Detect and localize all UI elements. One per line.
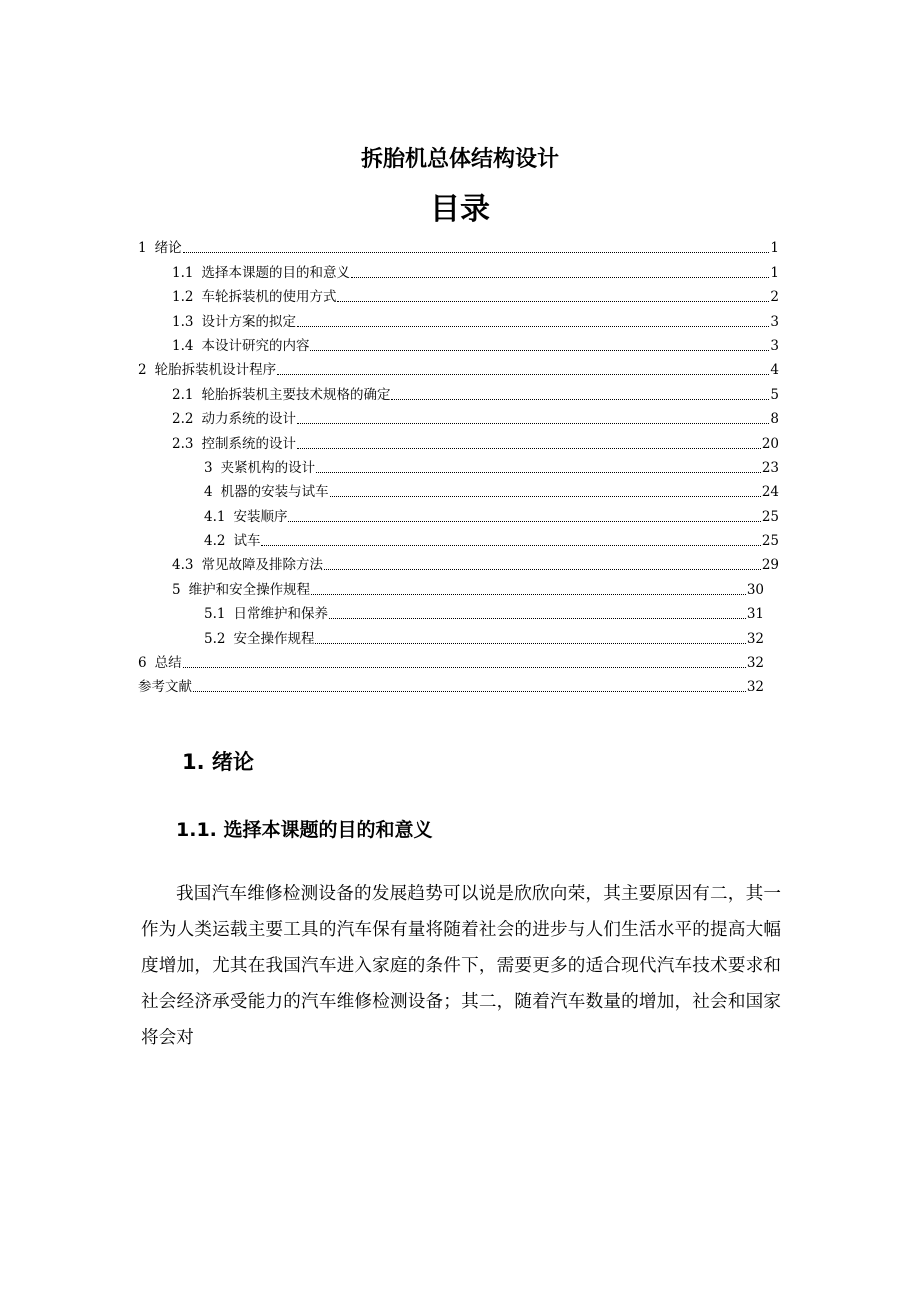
toc-entry-page: 25	[761, 508, 779, 525]
toc-entry-text: 设计方案的拟定	[201, 313, 296, 330]
toc-entry-text: 车轮拆装机的使用方式	[201, 289, 337, 306]
subsection-heading: 1.1. 选择本课题的目的和意义	[176, 819, 433, 841]
toc-entry-page: 20	[761, 435, 779, 452]
toc-leader	[351, 277, 769, 278]
section-heading: 1. 绪论	[182, 750, 254, 774]
toc-entry-text: 试车	[233, 533, 261, 550]
toc-entry-number: 4.1	[204, 508, 226, 525]
toc-entry-text: 安装顺序	[233, 508, 288, 525]
toc-entry-text: 常见故障及排除方法	[201, 557, 323, 574]
toc-entry[interactable]	[0, 526, 920, 550]
toc-entry-page: 4	[770, 362, 779, 379]
toc-leader	[288, 521, 760, 522]
toc-entry[interactable]	[0, 355, 920, 379]
toc-entry[interactable]	[0, 599, 920, 623]
toc-entry-page: 31	[746, 606, 764, 623]
toc-leader	[193, 691, 746, 692]
document-title: 拆胎机总体结构设计	[360, 147, 559, 172]
toc-entry-number: 1.1	[172, 264, 194, 281]
toc-entry-text: 日常维护和保养	[233, 606, 328, 623]
toc-leader	[324, 569, 761, 570]
toc-entry-text: 总结	[154, 655, 182, 672]
toc-entry[interactable]	[0, 233, 920, 257]
toc-entry-page: 32	[746, 655, 764, 672]
toc-entry-text: 控制系统的设计	[201, 435, 296, 452]
toc-entry-text: 动力系统的设计	[201, 411, 296, 428]
toc-leader	[183, 667, 746, 668]
toc-entry[interactable]	[0, 257, 920, 281]
toc-leader	[310, 350, 769, 351]
toc-entry[interactable]	[0, 574, 920, 598]
toc-entry-text: 夹紧机构的设计	[220, 459, 316, 476]
toc-entry-number: 4	[204, 484, 213, 501]
toc-entry-number: 5.1	[204, 606, 226, 623]
toc-entry-text: 本设计研究的内容	[201, 337, 310, 354]
table-of-contents	[0, 233, 920, 696]
toc-entry[interactable]	[0, 453, 920, 477]
toc-entry-page: 3	[770, 337, 779, 354]
toc-entry-number: 1	[138, 240, 147, 257]
toc-entry[interactable]	[0, 428, 920, 452]
toc-entry-text: 维护和安全操作规程	[188, 581, 311, 598]
toc-entry[interactable]	[0, 672, 920, 696]
toc-leader	[329, 618, 746, 619]
toc-leader	[277, 374, 769, 375]
toc-entry-page: 2	[770, 289, 779, 306]
toc-entry[interactable]	[0, 501, 920, 525]
toc-entry-number: 1.3	[172, 313, 194, 330]
toc-entry[interactable]	[0, 379, 920, 403]
toc-entry-text: 参考文献	[138, 679, 192, 696]
toc-entry[interactable]	[0, 331, 920, 355]
toc-entry-text: 轮胎拆装机设计程序	[154, 362, 277, 379]
toc-entry-page: 1	[770, 264, 779, 281]
toc-entry-number: 2.1	[172, 386, 194, 403]
toc-entry-page: 3	[770, 313, 779, 330]
toc-leader	[297, 423, 769, 424]
toc-entry[interactable]	[0, 550, 920, 574]
toc-entry-number: 1.4	[172, 337, 194, 354]
toc-entry[interactable]	[0, 404, 920, 428]
toc-entry-text: 选择本课题的目的和意义	[201, 264, 350, 281]
toc-entry-page: 23	[761, 459, 779, 476]
toc-leader	[337, 301, 769, 302]
toc-leader	[183, 252, 770, 253]
toc-entry-number: 4.3	[172, 557, 194, 574]
toc-leader	[316, 472, 761, 473]
toc-entry-number: 1.2	[172, 289, 194, 306]
toc-heading: 目录	[430, 192, 490, 227]
toc-entry-text: 机器的安装与试车	[220, 484, 329, 501]
toc-entry-number: 2.2	[172, 411, 194, 428]
toc-entry-number: 2	[138, 362, 147, 379]
toc-entry-page: 8	[770, 411, 779, 428]
toc-entry-number: 5	[172, 581, 181, 598]
toc-entry[interactable]	[0, 477, 920, 501]
toc-entry-number: 3	[204, 459, 213, 476]
toc-leader	[297, 326, 769, 327]
toc-leader	[330, 496, 761, 497]
toc-entry-page: 5	[770, 386, 779, 403]
toc-entry-page: 24	[761, 484, 779, 501]
toc-entry-page: 1	[770, 240, 779, 257]
toc-entry[interactable]	[0, 648, 920, 672]
toc-entry-number: 4.2	[204, 533, 226, 550]
toc-leader	[311, 594, 746, 595]
toc-entry-text: 轮胎拆装机主要技术规格的确定	[201, 386, 391, 403]
toc-entry-page: 29	[761, 557, 779, 574]
toc-entry-text: 安全操作规程	[233, 630, 315, 647]
toc-entry-page: 32	[746, 679, 764, 696]
toc-leader	[315, 643, 745, 644]
body-paragraph: 我国汽车维修检测设备的发展趋势可以说是欣欣向荣，其主要原因有二，其一作为人类运载主要工具的汽车保有量将随着社会的进步与人们生活水平的提高大幅度增加，尤其在我国汽车进入家庭的条件下，需要更多的适合现代汽车技术要求和社会经济承受能力的汽车维修检测设备；其二，随着汽车数量的增加，社会和国家将会对	[141, 884, 781, 1048]
toc-leader	[297, 448, 761, 449]
toc-entry-text: 绪论	[154, 240, 182, 257]
toc-entry[interactable]	[0, 282, 920, 306]
toc-entry-page: 30	[746, 581, 764, 598]
toc-entry-number: 5.2	[204, 630, 226, 647]
toc-entry-number: 2.3	[172, 435, 194, 452]
toc-entry-page: 25	[761, 533, 779, 550]
toc-entry[interactable]	[0, 623, 920, 647]
toc-entry[interactable]	[0, 306, 920, 330]
toc-entry-page: 32	[746, 630, 764, 647]
toc-leader	[391, 399, 769, 400]
toc-entry-number: 6	[138, 655, 147, 672]
toc-leader	[261, 545, 760, 546]
